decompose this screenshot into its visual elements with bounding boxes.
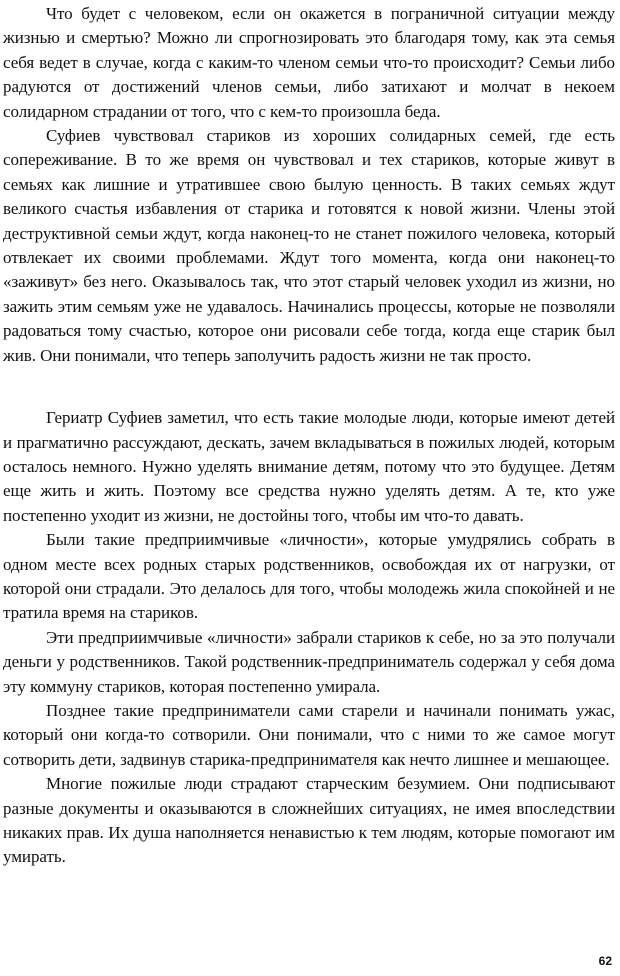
page-number: 62 (598, 954, 612, 968)
paragraph: Эти предприимчивые «личности» забрали стариков к себе, но за это получали деньги у родственников. Такой родственник-предприниматель содержал у себя дома эту коммуну стариков, которая постепенно умирала. (3, 627, 615, 696)
paragraph: Суфиев чувствовал стариков из хороших солидарных семей, где есть сопереживание. В то же время он чувствовал и тех стариков, которые живут в семьях как лишние и утратившее свою былую ценность. В таких семьях ждут великого счастья избавления от старика и готовятся к новой жизни. Члены этой деструктивной семьи ждут, когда наконец-то не станет пожилого человека, который отвлекает их своими проблемами. Ждут того момента, когда они наконец-то «заживут» без него. Оказывалось так, что этот старый человек уходил из жизни, но зажить этим семьям уже не удавалось. Начинались процессы, которые не позволяли радоваться тому счастью, которое они рисовали себе тогда, когда еще старик был жив. Они понимали, что теперь заполучить радость жизни не так просто. (3, 126, 615, 365)
paragraph: Гериатр Суфиев заметил, что есть такие молодые люди, которые имеют детей и прагматично рассуждают, дескать, зачем вкладываться в пожилых людей, которым осталось немного. Нужно уделять внимание детям, потому что это будущее. Детям еще жить и жить. Поэтому все средства нужно уделять детям. А те, кто уже постепенно уходит из жизни, не достойны того, чтобы им что-то давать. (3, 408, 615, 525)
paragraph: Многие пожилые люди страдают старческим безумием. Они подписывают разные документы и оказываются в сложнейших ситуациях, не имея впоследствии никаких прав. Их душа наполняется ненавистью к тем людям, которые помогают им умирать. (3, 774, 615, 867)
paragraph: Были такие предприимчивые «личности», которые умудрялись собрать в одном месте всех родных старых родственников, освобождая их от нагрузки, от которой они страдали. Это делалось для того, чтобы молодежь жила спокойней и не тратила время на стариков. (3, 530, 615, 623)
body-text (3, 2, 615, 870)
paragraph: Что будет с человеком, если он окажется в пограничной ситуации между жизнью и смертью? Можно ли спрогнозировать это благодаря тому, как эта семья себя ведет в случае, когда с каким-то членом семьи что-то происходит? Семьи либо радуются от достижений членов семьи, либо затихают и молчат в некоем солидарном страдании от того, что с кем-то произошла беда. (3, 4, 615, 121)
section-gap (3, 368, 615, 406)
paragraph: Позднее такие предприниматели сами старели и начинали понимать ужас, который они когда-то сотворили. Они понимали, что с ними то же самое могут сотворить дети, задвинув старика-предпринимателя как нечто лишнее и мешающее. (3, 700, 615, 769)
